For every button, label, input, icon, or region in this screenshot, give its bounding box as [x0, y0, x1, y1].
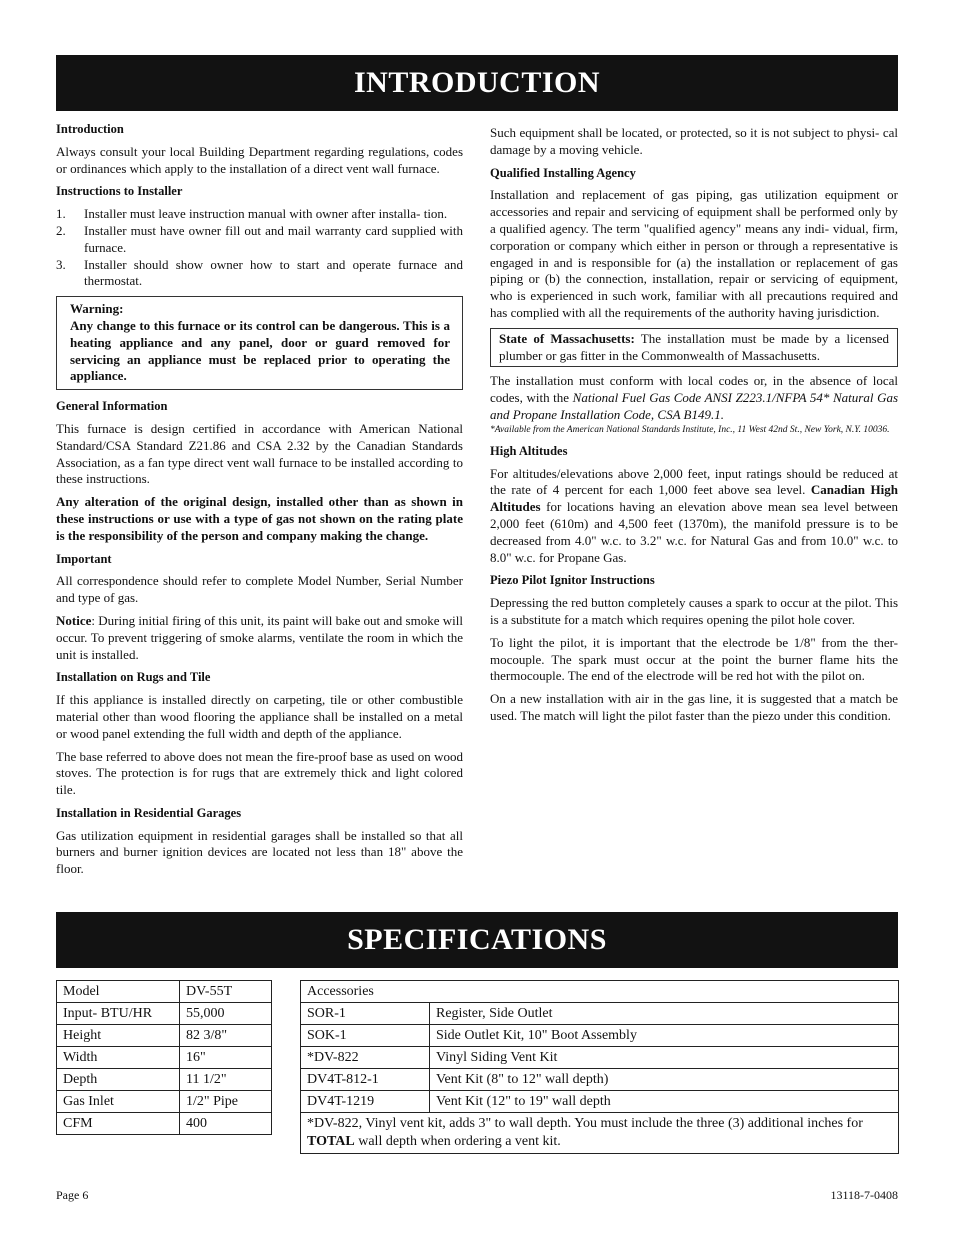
- general-heading: General Information: [56, 399, 168, 414]
- massachusetts-box: [490, 328, 898, 368]
- introduction-banner: INTRODUCTION: [56, 55, 898, 111]
- page-number: Page 6: [56, 1188, 89, 1202]
- light-text: To light the pilot, it is important that the electrode be 1/8" from the ther- mocouple. The spark must occur at the point the burner flame hits the thermocouple. The end of the electrode will be red hot with the pilot on.: [490, 634, 898, 684]
- alteration-text: Any alteration of the original design, installed other than as shown in these instructions or use with a type of gas not shown on the rating plate is the responsibility of the person and company making the change.: [56, 494, 463, 543]
- code-reference: National Fuel Gas Code ANSI Z223.1/NFPA 54* Natural Gas and Propane Installation Code, CSA B149.1.: [490, 390, 899, 422]
- piezo-text: Depressing the red button completely causes a spark to occur at the pilot. This is a substitute for a match which requires opening the pilot hole cover.: [490, 595, 898, 627]
- altitude-heading: High Altitudes: [490, 443, 568, 458]
- table-row: Width 16": [57, 1047, 272, 1069]
- garages-heading: Installation in Residential Garages: [56, 805, 242, 820]
- spec-table: [56, 980, 272, 1135]
- table-row: SOK-1 Side Outlet Kit, 10" Boot Assembly: [301, 1025, 899, 1047]
- document-code: 13118-7-0408: [830, 1188, 898, 1202]
- table-row: DV4T-1219 Vent Kit (12" to 19" wall depth: [301, 1091, 899, 1113]
- table-row: Depth 11 1/2": [57, 1069, 272, 1091]
- rugs-text: If this appliance is installed directly on carpeting, tile or other combustible material other than wood flooring the appliance shall be installed on a metal or wood panel extending the full width and depth of the appliance.: [56, 692, 463, 741]
- accessories-header: Accessories: [301, 981, 899, 1003]
- specifications-banner: SPECIFICATIONS: [56, 912, 898, 968]
- notice-label: Notice: [56, 612, 92, 628]
- intro-heading: Introduction: [56, 122, 124, 136]
- table-row: [301, 1113, 899, 1154]
- left-column: [56, 121, 463, 884]
- important-text: All correspondence should refer to complete Model Number, Serial Number and type of gas.: [56, 573, 463, 606]
- table-row: [301, 981, 899, 1003]
- massachusetts-label: State of Massachusetts:: [499, 330, 635, 346]
- general-text: This furnace is design certified in accordance with American National Standard/CSA Standard Z21.86 and CSA 2.32 by the Canadian Standards Association, as a fan type direct vent wall furnace to be installed according to these instructions.: [56, 420, 463, 487]
- notice-text: : During initial firing of this unit, its paint will bake out and smoke will occur. To prevent triggering of smoke alarms, ventilate the room in which the unit is installed.: [56, 612, 463, 662]
- table-row: Model DV-55T: [57, 981, 272, 1003]
- intro-text: Always consult your local Building Department regarding regulations, codes or ordinances which apply to the installation of a direct vent wall furnace.: [56, 143, 463, 176]
- table-row: DV4T-812-1 Vent Kit (8" to 12" wall depth): [301, 1069, 899, 1091]
- table-row: Input- BTU/HR 55,000: [57, 1003, 272, 1025]
- accessories-note: *DV-822, Vinyl vent kit, adds 3" to wall depth. You must include the three (3) additional inches for TOTAL wall depth when ordering a vent kit.: [301, 1113, 899, 1154]
- warning-heading: Warning:: [70, 301, 124, 317]
- right-column: [490, 125, 898, 731]
- notice-paragraph: [56, 613, 463, 663]
- table-row: *DV-822 Vinyl Siding Vent Kit: [301, 1047, 899, 1069]
- conform-paragraph: The installation must conform with local codes or, in the absence of local codes, with the National Fuel Gas Code ANSI Z223.1/NFPA 54* Natural Gas and Propane Installation Code, CSA B149.1.: [490, 373, 899, 422]
- installer-list: [56, 206, 463, 290]
- list-item: 2. Installer must have owner fill out and mail warranty card supplied with furnace.: [56, 222, 463, 255]
- table-row: SOR-1 Register, Side Outlet: [301, 1003, 899, 1025]
- table-row: Height 82 3/8": [57, 1025, 272, 1047]
- list-item: 1. Installer must leave instruction manual with owner after installa- tion.: [56, 206, 448, 222]
- massachusetts-text: The installation must be made by a licensed plumber or gas fitter in the Commonwealth of Massachusetts.: [499, 330, 889, 363]
- installer-heading: Instructions to Installer: [56, 184, 183, 199]
- table-row: CFM 400: [57, 1113, 272, 1135]
- piezo-heading: Piezo Pilot Ignitor Instructions: [490, 573, 655, 588]
- warning-text: Any change to this furnace or its control can be dangerous. This is a heating appliance and any panel, door or guard removed for servicing an appliance must be replaced prior to operating the appliance.: [70, 317, 450, 384]
- list-item: 3. Installer should show owner how to start and operate furnace and thermostat.: [56, 256, 463, 289]
- qualified-heading: Qualified Installing Agency: [490, 165, 636, 180]
- equipment-text: Such equipment shall be located, or protected, so it is not subject to physi- cal damage by a moving vehicle.: [490, 125, 898, 157]
- important-heading: Important: [56, 551, 112, 566]
- qualified-text: Installation and replacement of gas piping, gas utilization equipment or accessories and repair and servicing of equipment shall be performed only by a qualified agency. The term "qualified agency" means any indi- vidual, firm, corporation or company which either in person or through a representative is engaged in and is responsible for (a) the installation or replacement of gas piping or (b) the connection, installation, repair or servicing of equipment, who is experienced in such work, familiar with all precautions required and has complied with all the requirements of the authority having jurisdiction.: [490, 187, 898, 320]
- warning-box: [56, 296, 463, 390]
- altitude-text: For altitudes/elevations above 2,000 feet, input ratings should be reduced at the rate of 4 percent for each 1,000 feet above sea level. Canadian High Altitudes for locations having an elevation above mean sea level between 2,000 feet (610m) and 4,500 feet (1370m), the manifold pressure is to be decreased from 4.0" w.c. to 3.2" w.c. for Natural Gas and from 10.0" w.c. to 8.0" w.c. for Propane Gas.: [490, 465, 898, 565]
- table-row: Gas Inlet 1/2" Pipe: [57, 1091, 272, 1113]
- air-text: On a new installation with air in the gas line, it is suggested that a match be used. The match will light the pilot faster than the piezo under this condition.: [490, 691, 898, 723]
- accessories-table: [300, 980, 899, 1154]
- rugs-heading: Installation on Rugs and Tile: [56, 670, 211, 685]
- base-text: The base referred to above does not mean the fire-proof base as used on wood stoves. The protection is for rugs that are extremely thick and light colored tile.: [56, 748, 463, 798]
- garages-text: Gas utilization equipment in residential garages shall be installed so that all burners and burner ignition devices are located not less than 18" above the floor.: [56, 827, 463, 877]
- footnote: *Available from the American National Standards Institute, Inc., 11 West 42nd St., New York, N.Y. 10036.: [490, 424, 890, 435]
